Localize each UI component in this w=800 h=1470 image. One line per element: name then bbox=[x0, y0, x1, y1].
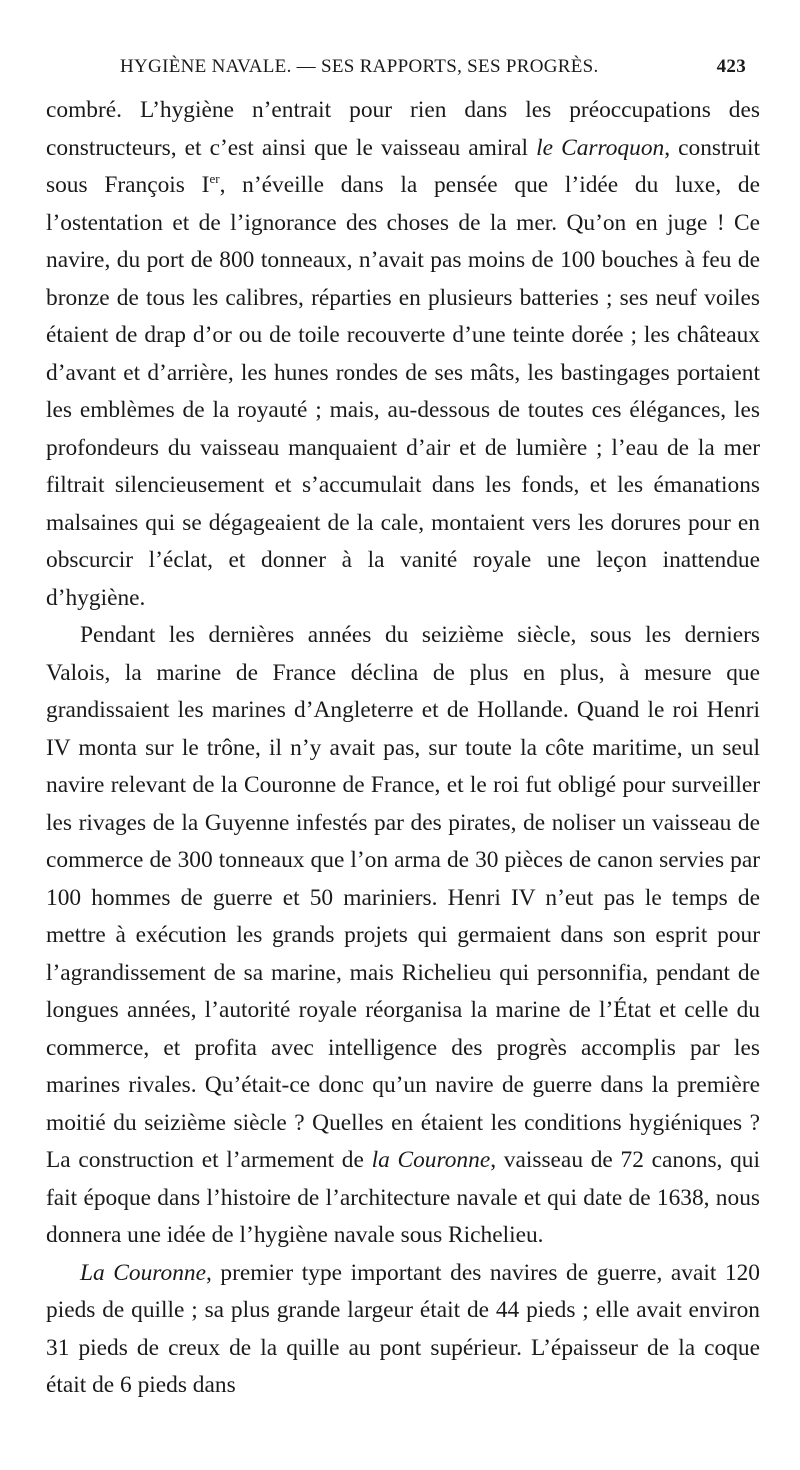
text-segment: , premier type important des navires de guerre, avait 120 pieds de quille ; sa plus grande largeur était de 44 pieds ; elle avait environ 31 pieds de creux de la quille au pont supérieur. L’épaisseur de la coque était de 6 pieds dans bbox=[46, 1259, 761, 1398]
paragraph-2 bbox=[46, 617, 760, 1255]
text-segment: combré. L’hygiène n’entrait pour rien dans les préoccupations des constructeurs, et c’est ainsi que le vaisseau amiral bbox=[46, 97, 760, 161]
body-text bbox=[46, 92, 760, 1405]
running-title: HYGIÈNE NAVALE. — SES RAPPORTS, SES PROGRÈS. bbox=[120, 56, 599, 77]
superscript-er: er bbox=[209, 171, 220, 187]
ship-name-couronne: La Couronne bbox=[80, 1259, 206, 1286]
text-segment: , construit sous François I bbox=[46, 134, 761, 198]
page-header bbox=[46, 56, 754, 86]
ship-name-couronne: la Couronne bbox=[371, 1147, 491, 1173]
text-segment: , vaisseau de 72 canons, qui fait époque dans l’histoire de l’architecture navale et qui date de 1638, nous donnera une idée de l’hygiène navale sous Richelieu. bbox=[46, 1147, 760, 1248]
text-segment: Pendant les dernières années du seizième siècle, sous les derniers Valois, la marine de France déclina de plus en plus, à mesure que grandissaient les marines d’Angleterre et de Hollande. Quand le roi Henri IV monta sur le trône, il n’y avait pas, sur toute la côte maritime, un seul navire relevant de la Couronne de France, et le roi fut obligé pour surveiller les rivages de la Guyenne infestés par des pirates, de noliser un vaisseau de commerce de 300 tonneaux que l’on arma de 30 pièces de canon servies par 100 hommes de guerre et 50 mariniers. Henri IV n’eut pas le temps de mettre à exécution les grands projets qui germaient dans son esprit pour l’agrandissement de sa marine, mais Richelieu qui personnifia, pendant de longues années, l’autorité royale réorganisa la marine de l’État et celle du commerce, et profita avec intelligence des progrès accomplis par les marines rivales. Qu’était-ce donc qu’un navire de guerre dans la première moitié du seizième siècle ? Quelles en étaient les conditions hygiéniques ? La construction et l’armement de bbox=[46, 622, 760, 1173]
ship-name-carroquon: le Carroquon bbox=[536, 134, 665, 161]
paragraph-3 bbox=[46, 1255, 760, 1405]
paragraph-1 bbox=[46, 92, 760, 617]
text-segment: , n’éveille dans la pensée que l’idée du luxe, de l’ostentation et de l’ignorance des choses de la mer. Qu’on en juge ! Ce navire, du port de 800 tonneaux, n’avait pas moins de 100 bouches à feu de bronze de tous les calibres, réparties en plusieurs batteries ; ses neuf voiles étaient de drap d’or ou de toile recouverte d’une teinte dorée ; les châteaux d’avant et d’arrière, les hunes rondes de ses mâts, les bastingages portaient les emblèmes de la royauté ; mais, au-dessous de toutes ces élégances, les profondeurs du vaisseau manquaient d’air et de lumière ; l’eau de la mer filtrait silencieusement et s’accumulait dans les fonds, et les émanations malsaines qui se dégageaient de la cale, montaient vers les dorures pour en obscurcir l’éclat, et donner à la vanité royale une leçon inattendue d’hygiène. bbox=[46, 172, 760, 611]
page-number: 423 bbox=[716, 56, 746, 77]
